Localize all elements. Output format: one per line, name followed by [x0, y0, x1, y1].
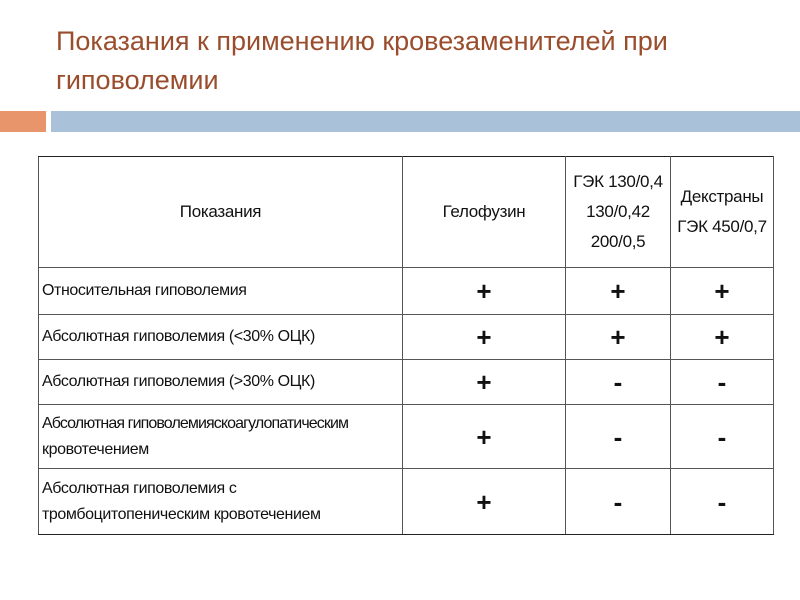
cell-dextrans: +: [671, 268, 774, 315]
cell-hes-130: -: [566, 405, 671, 469]
cell-hes-130: +: [566, 315, 671, 360]
table-row: [39, 360, 774, 405]
table-row: [39, 315, 774, 360]
cell-dextrans: +: [671, 315, 774, 360]
cell-gelofusin: +: [403, 469, 566, 535]
cell-hes-130: -: [566, 469, 671, 535]
cell-dextrans: -: [671, 469, 774, 535]
header-indications: Показания: [39, 157, 403, 268]
row-label: Относительная гиповолемия: [39, 268, 403, 315]
indications-table: [38, 156, 774, 535]
row-label: Абсолютная гиповолемия (>30% ОЦК): [39, 360, 403, 405]
accent-bar-blue: [51, 111, 800, 132]
cell-gelofusin: +: [403, 360, 566, 405]
table-header-row: [39, 157, 774, 268]
header-gelofusin: Гелофузин: [403, 157, 566, 268]
row-label: Абсолютная гиповолемияскоагулопатическим кровотечением: [39, 405, 403, 469]
row-label: Абсолютная гиповолемия (<30% ОЦК): [39, 315, 403, 360]
row-label: Абсолютная гиповолемия с тромбоцитопеническим кровотечением: [39, 469, 403, 535]
accent-bar-orange: [0, 111, 46, 132]
table-row: [39, 469, 774, 535]
header-dextrans: Декстраны ГЭК 450/0,7: [671, 157, 774, 268]
slide-title: Показания к применению кровезаменителей при гиповолемии: [56, 26, 668, 95]
header-hes-130: ГЭК 130/0,4 130/0,42 200/0,5: [566, 157, 671, 268]
cell-hes-130: -: [566, 360, 671, 405]
table-row: [39, 268, 774, 315]
cell-hes-130: +: [566, 268, 671, 315]
cell-gelofusin: +: [403, 405, 566, 469]
table-row: [39, 405, 774, 469]
cell-dextrans: -: [671, 360, 774, 405]
cell-dextrans: -: [671, 405, 774, 469]
cell-gelofusin: +: [403, 315, 566, 360]
cell-gelofusin: +: [403, 268, 566, 315]
